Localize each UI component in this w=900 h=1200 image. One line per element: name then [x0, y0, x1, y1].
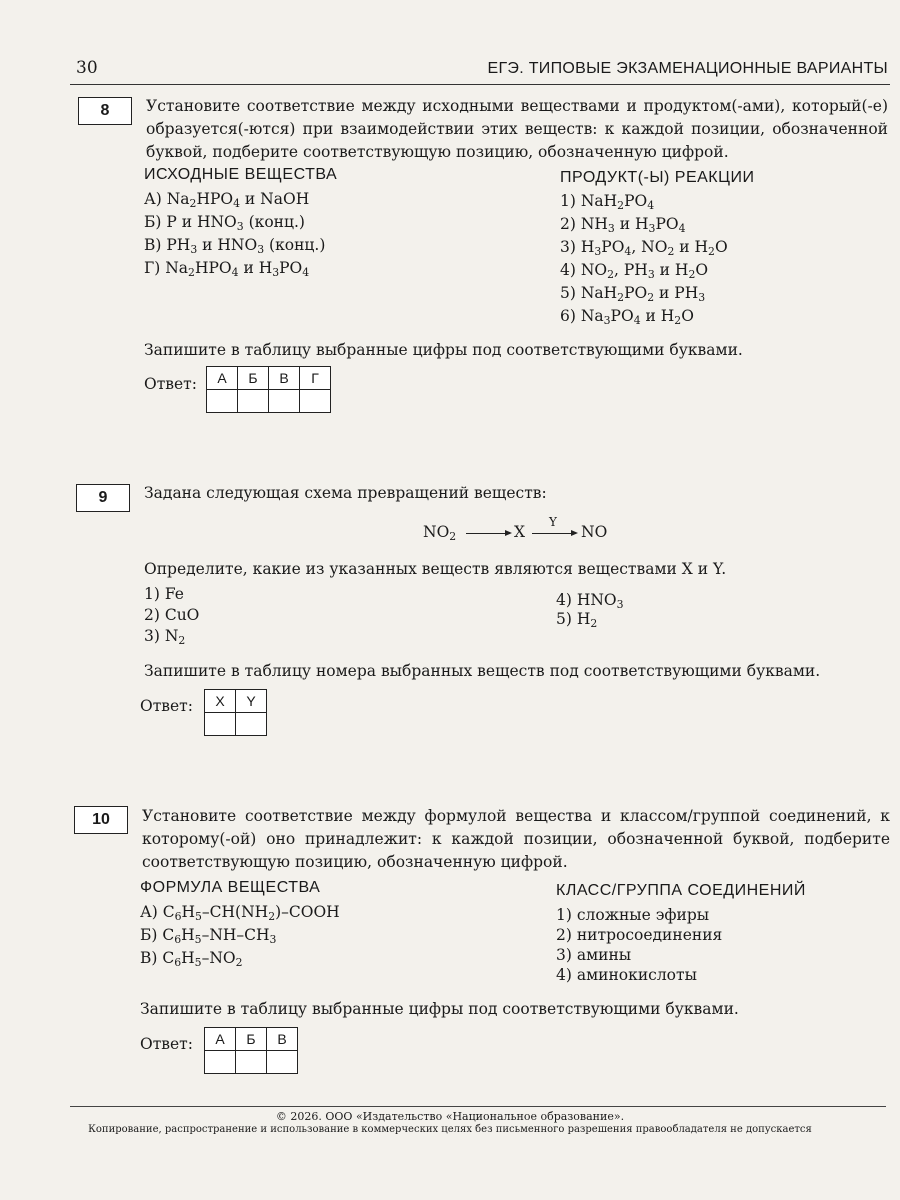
question-10-number: 10: [74, 806, 128, 834]
q10-answer-label: Ответ:: [140, 1035, 193, 1053]
q10-left-item: Б) $C_6H_5-NH-CH_3$: [140, 926, 277, 946]
q9-option: 2) CuO: [144, 606, 200, 624]
running-title: ЕГЭ. ТИПОВЫЕ ЭКЗАМЕНАЦИОННЫЕ ВАРИАНТЫ: [487, 60, 888, 77]
q8-answer-table: [206, 366, 331, 413]
question-9-question: Определите, какие из указанных веществ являются веществами X и Y.: [144, 560, 727, 578]
q8-left-item: Г) $Na_2HPO_4$ и $H_3PO_4$: [144, 259, 310, 279]
q10-right-heading: КЛАСС/ГРУППА СОЕДИНЕНИЙ: [556, 882, 806, 899]
q8-right-item: 2) $NH_3$ и $H_3PO_4$: [560, 215, 686, 235]
q8-left-heading: ИСХОДНЫЕ ВЕЩЕСТВА: [144, 166, 338, 183]
answer-header-cell: X: [205, 690, 236, 713]
scheme-arrow-1: [466, 533, 510, 534]
q10-instruction: Запишите в таблицу выбранные цифры под соответствующими буквами.: [140, 1000, 739, 1018]
q10-left-heading: ФОРМУЛА ВЕЩЕСТВА: [140, 879, 321, 896]
q8-right-item: 1) $NaH_2PO_4$: [560, 192, 655, 212]
scheme-end: NO: [581, 523, 608, 541]
q9-instruction: Запишите в таблицу номера выбранных веществ под соответствующими буквами.: [144, 662, 821, 680]
scheme-arrow-2: [532, 533, 576, 534]
q9-answer-label: Ответ:: [140, 697, 193, 715]
answer-header-cell: Б: [238, 367, 269, 390]
q10-left-item: А) $C_6H_5-CH(NH_2)$–COOH: [140, 903, 340, 923]
answer-header-cell: Б: [236, 1028, 267, 1051]
scheme-over-arrow: Y: [549, 515, 557, 529]
answer-input-cell[interactable]: [205, 713, 236, 736]
answer-header-cell: А: [207, 367, 238, 390]
q10-right-item: 1) сложные эфиры: [556, 906, 710, 924]
q8-left-item: Б) P и $HNO_3$ (конц.): [144, 213, 305, 233]
q8-right-item: 6) $Na_3PO_4$ и $H_2O$: [560, 307, 694, 327]
answer-input-cell[interactable]: [269, 390, 300, 413]
answer-input-cell[interactable]: [205, 1051, 236, 1074]
footer-copyright: © 2026. ООО «Издательство «Национальное образование».: [275, 1110, 625, 1123]
page-number: 30: [76, 58, 98, 78]
question-8-number: 8: [78, 97, 132, 125]
q10-right-item: 3) амины: [556, 946, 632, 964]
q10-right-item: 4) аминокислоты: [556, 966, 697, 984]
answer-input-cell[interactable]: [236, 713, 267, 736]
question-8-text: Установите соответствие между исходными веществами и продуктом(-ами), который(-е) образуется(-ются) при взаимодействии этих веществ: к каждой позиции, обозначенной буквой, подберите соответствующую позицию, обозначенную цифрой.: [146, 97, 888, 161]
q10-right-item: 2) нитросоединения: [556, 926, 723, 944]
scheme-start: $NO_2$: [423, 523, 457, 543]
q8-answer-label: Ответ:: [144, 375, 197, 393]
q9-option: 4) $HNO_3$: [556, 591, 624, 611]
answer-input-cell[interactable]: [238, 390, 269, 413]
question-9-text: Задана следующая схема превращений веществ:: [144, 484, 547, 502]
answer-input-cell[interactable]: [267, 1051, 298, 1074]
q9-answer-table: [204, 689, 267, 736]
q10-answer-table: [204, 1027, 298, 1074]
question-9-number: 9: [76, 484, 130, 512]
q8-right-item: 3) $H_3PO_4$, $NO_2$ и $H_2O$: [560, 238, 728, 258]
q10-left-item: В) $C_6H_5-NO_2$: [140, 949, 243, 969]
q8-left-item: А) $Na_2HPO_4$ и NaOH: [144, 190, 310, 210]
answer-header-cell: А: [205, 1028, 236, 1051]
q8-right-heading: ПРОДУКТ(-Ы) РЕАКЦИИ: [560, 169, 755, 186]
answer-header-cell: В: [269, 367, 300, 390]
footer-rule: [70, 1106, 886, 1107]
q8-instruction: Запишите в таблицу выбранные цифры под соответствующими буквами.: [144, 341, 743, 359]
answer-header-cell: В: [267, 1028, 298, 1051]
q9-option: 1) Fe: [144, 585, 184, 603]
q9-option: 5) $H_2$: [556, 610, 598, 630]
scheme-middle: X: [514, 523, 526, 541]
answer-input-cell[interactable]: [236, 1051, 267, 1074]
answer-input-cell[interactable]: [300, 390, 331, 413]
question-10-text: Установите соответствие между формулой вещества и классом/группой соединений, к которому(-ой) оно принадлежит: к каждой позиции, обозначенной буквой, подберите соответствующую позицию, обозначенную цифрой.: [142, 807, 890, 871]
header-rule: [70, 84, 890, 85]
q8-left-item: В) $PH_3$ и $HNO_3$ (конц.): [144, 236, 326, 256]
answer-header-cell: Y: [236, 690, 267, 713]
q9-option: 3) $N_2$: [144, 627, 186, 647]
answer-header-cell: Г: [300, 367, 331, 390]
q8-right-item: 4) $NO_2$, $PH_3$ и $H_2O$: [560, 261, 709, 281]
footer-notice: Копирование, распространение и использование в коммерческих целях без письменного разрешения правообладателя не допускается: [88, 1124, 812, 1135]
q8-right-item: 5) $NaH_2PO_2$ и $PH_3$: [560, 284, 706, 304]
answer-input-cell[interactable]: [207, 390, 238, 413]
